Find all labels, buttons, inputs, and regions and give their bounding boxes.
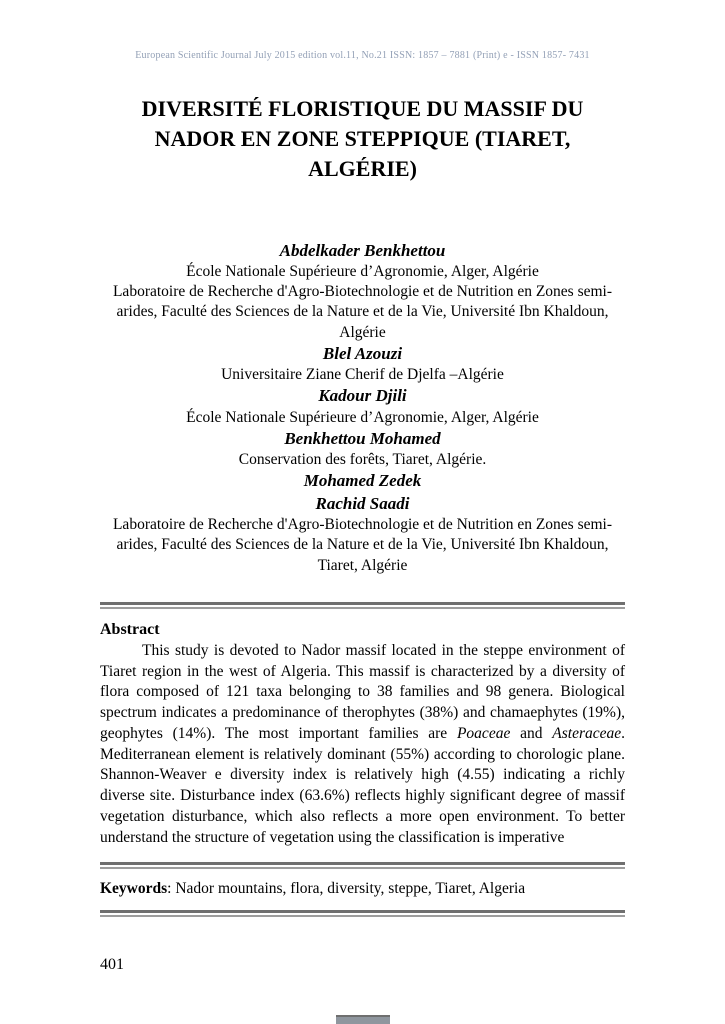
author-name: Benkhettou Mohamed — [284, 428, 441, 448]
abstract-paragraph — [100, 641, 625, 849]
author-affiliation: Conservation des forêts, Tiaret, Algérie. — [238, 451, 487, 469]
next-page-edge-artifact — [336, 1015, 390, 1024]
abstract-text-italic: Poaceae — [456, 724, 511, 742]
author-name: Blel Azouzi — [322, 343, 403, 363]
keywords-line — [100, 880, 625, 898]
author-affiliation: Laboratoire de Recherche d'Agro-Biotechnologie et de Nutrition en Zones semi-arides, Faculté des Sciences de la Nature et de la Vie, Université Ibn Khaldoun, Tiaret, Algérie — [112, 516, 613, 574]
divider-rule-bottom — [100, 910, 625, 917]
page-content — [100, 94, 625, 917]
abstract-text-part: and — [510, 724, 553, 742]
divider-rule-middle — [100, 862, 625, 869]
author-affiliation: École Nationale Supérieure d’Agronomie, Alger, Algérie — [186, 263, 539, 281]
page-number: 401 — [100, 956, 124, 973]
author-affiliation: École Nationale Supérieure d’Agronomie, Alger, Algérie — [186, 408, 539, 426]
author-name: Abdelkader Benkhettou — [279, 240, 446, 260]
abstract-text-part: This study is devoted to Nador massif located in the steppe environment of Tiaret region in the west of Algeria. This massif is characterized by a diversity of flora composed of 121 taxa belonging to 38 families and 98 genera. Biological spectrum indicates a predominance of therophytes (38%) and chamaephytes (19%), geophytes (14%). The most important families are — [100, 641, 625, 742]
abstract-heading: Abstract — [100, 620, 160, 638]
author-affiliation: Laboratoire de Recherche d'Agro-Biotechnologie et de Nutrition en Zones semi-arides, Faculté des Sciences de la Nature et de la Vie, Université Ibn Khaldoun, Algérie — [112, 283, 613, 341]
author-name: Rachid Saadi — [315, 493, 410, 513]
keywords-label: Keywords — [100, 880, 168, 898]
keywords-text: : Nador mountains, flora, diversity, steppe, Tiaret, Algeria — [167, 880, 526, 898]
journal-header-line: European Scientific Journal July 2015 edition vol.11, No.21 ISSN: 1857 – 7881 (Print) e - ISSN 1857- 7431 — [135, 50, 590, 61]
authors-block — [100, 240, 625, 576]
abstract-text-part: . Mediterranean element is relatively dominant (55%) according to chorologic plane. Shannon-Weaver e diversity index is relatively high (4.55) indicating a richly diverse site. Disturbance index (63.6%) reflects highly significant degree of massif vegetation disturbance, which also reflects a more open environment. To better understand the structure of vegetation using the classification is imperative — [100, 724, 625, 846]
author-name: Kadour Djili — [318, 386, 407, 406]
divider-rule-top — [100, 602, 625, 609]
paper-title: DIVERSITÉ FLORISTIQUE DU MASSIF DU NADOR EN ZONE STEPPIQUE (TIARET, ALGÉRIE) — [141, 96, 584, 181]
author-name: Mohamed Zedek — [303, 471, 422, 491]
abstract-text-italic: Asteraceae — [552, 724, 622, 742]
author-affiliation: Universitaire Ziane Cherif de Djelfa –Algérie — [221, 366, 504, 384]
